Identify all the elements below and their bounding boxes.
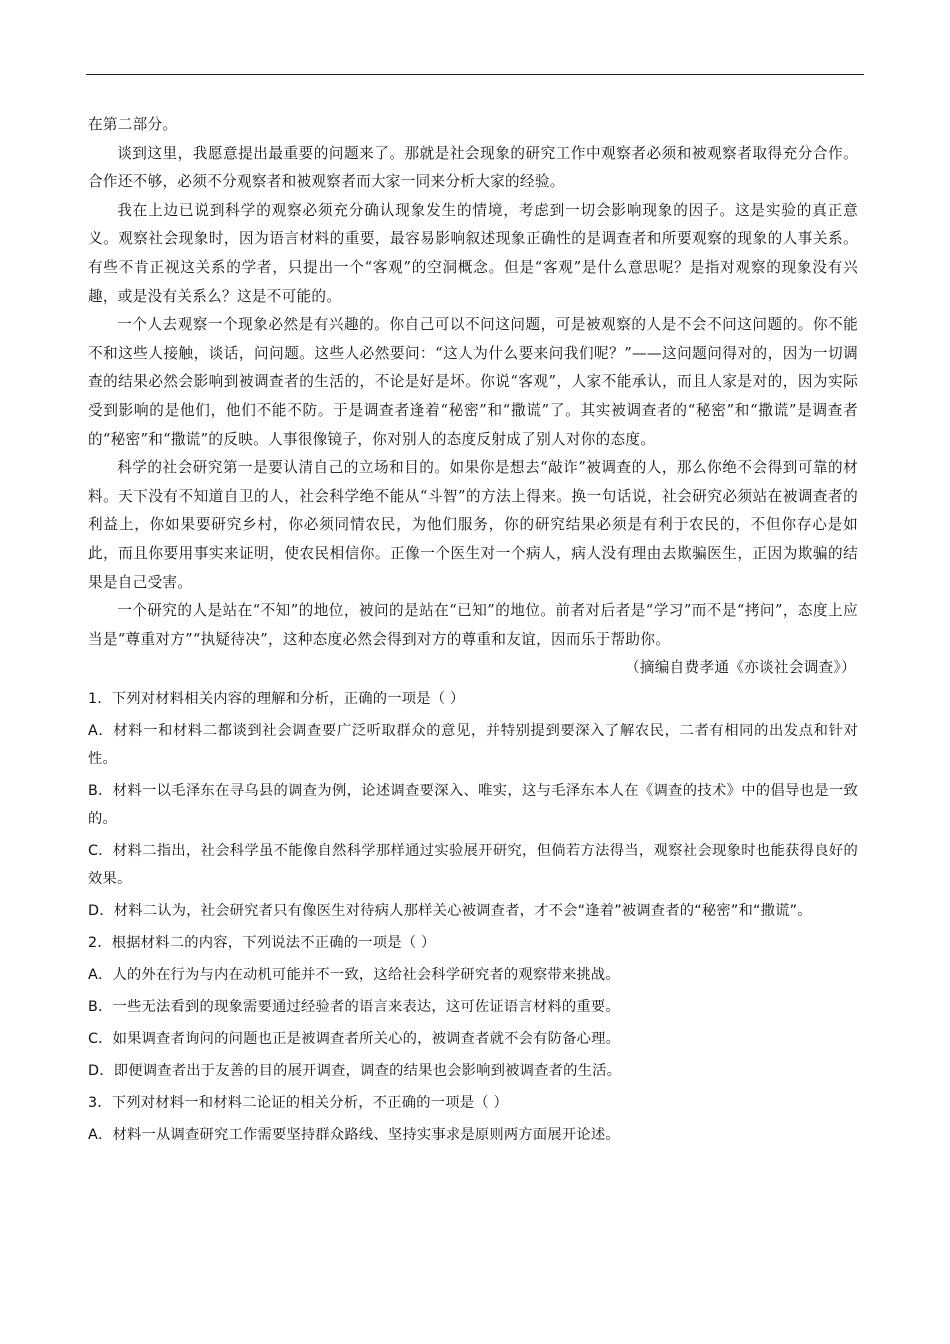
passage-source: （摘编自费孝通《亦谈社会调查》）	[624, 659, 856, 677]
question-option-c: C．如果调查者询问的问题也正是被调查者所关心的，被调查者就不会有防备心理。	[88, 1030, 621, 1047]
question-option-a: A．材料一和材料二都谈到社会调查要广泛听取群众的意见，并特别提到要深入了解农民，二者有相同的出发点和针对性。	[88, 722, 858, 767]
question-3	[88, 1089, 858, 1149]
question-option-d: D．即便调查者出于友善的目的展开调查，调查的结果也会影响到被调查者的生活。	[88, 1062, 622, 1079]
question-list	[88, 685, 858, 1149]
passage-paragraph: 科学的社会研究第一是要认清自己的立场和目的。如果你是想去“敲诈”被调查的人，那么你绝不会得到可靠的材料。天下没有不知道自卫的人，社会科学绝不能从“斗智”的方法上得来。换一句话说，社会研究必须站在被调查者的利益上，你如果要研究乡村，你必须同情农民，为他们服务，你的研究结果必须是有利于农民的，不但你存心是如此，而且你要用事实来证明，使农民相信你。正像一个医生对一个病人，病人没有理由去欺骗医生，正因为欺骗的结果是自己受害。	[88, 459, 858, 591]
question-1	[88, 685, 858, 925]
question-option-b: B．一些无法看到的现象需要通过经验者的语言来表达，这可佐证语言材料的重要。	[88, 998, 620, 1015]
question-stem: 2．根据材料二的内容，下列说法不正确的一项是（ ）	[88, 934, 436, 951]
question-option-a: A．人的外在行为与内在动机可能并不一致，这给社会科学研究者的观察带来挑战。	[88, 966, 620, 983]
page-content	[88, 111, 858, 1153]
question-option-c: C．材料二指出，社会科学虽不能像自然科学那样通过实验展开研究，但倘若方法得当，观察社会现象时也能获得良好的效果。	[88, 842, 858, 887]
passage-paragraph: 一个研究的人是站在“不知”的地位，被问的是站在“已知”的地位。前者对后者是“学习”而不是“拷问”，态度上应当是“尊重对方”“执疑待决”，这种态度必然会得到对方的尊重和友谊，因而乐于帮助你。	[88, 602, 858, 648]
passage-paragraph: 谈到这里，我愿意提出最重要的问题来了。那就是社会现象的研究工作中观察者必须和被观察者取得充分合作。合作还不够，必须不分观察者和被观察者而大家一同来分析大家的经验。	[88, 144, 858, 191]
passage	[88, 111, 858, 683]
question-2	[88, 929, 858, 1085]
passage-paragraph: 我在上边已说到科学的观察必须充分确认现象发生的情境，考虑到一切会影响现象的因子。这是实验的真正意义。观察社会现象时，因为语言材料的重要，最容易影响叙述现象正确性的是调查者和所要观察的现象的人事关系。有些不肯正视这关系的学者，只提出一个“客观”的空洞概念。但是“客观”是什么意思呢？是指对观察的现象没有兴趣，或是没有关系么？这是不可能的。	[88, 201, 858, 305]
passage-paragraph: 在第二部分。	[88, 116, 178, 133]
question-option-d: D．材料二认为，社会研究者只有像医生对待病人那样关心被调查者，才不会“逢着”被调查者的“秘密”和“撒谎”。	[88, 902, 812, 919]
question-option-a: A．材料一从调查研究工作需要坚持群众路线、坚持实事求是原则两方面展开论述。	[88, 1126, 620, 1143]
question-option-b: B．材料一以毛泽东在寻乌县的调查为例，论述调查要深入、唯实，这与毛泽东本人在《调查的技术》中的倡导也是一致的。	[88, 782, 858, 827]
question-stem: 3．下列对材料一和材料二论证的相关分析，不正确的一项是（ ）	[88, 1094, 508, 1111]
passage-paragraph: 一个人去观察一个现象必然是有兴趣的。你自己可以不问这问题，可是被观察的人是不会不问这问题的。你不能不和这些人接触，谈话，问问题。这些人必然要问：“这人为什么要来问我们呢？”——这问题问得对的，因为一切调查的结果必然会影响到被调查者的生活的，不论是好是坏。你说“客观”，人家不能承认，而且人家是对的，因为实际受到影响的是他们，他们不能不防。于是调查者逢着“秘密”和“撒谎”了。其实被调查者的“秘密”和“撒谎”是调查者的“秘密”和“撒谎”的反映。人事很像镜子，你对别人的态度反射成了别人对你的态度。	[88, 316, 858, 448]
header-rule	[86, 74, 864, 75]
question-stem: 1．下列对材料相关内容的理解和分析，正确的一项是（ ）	[88, 690, 465, 707]
